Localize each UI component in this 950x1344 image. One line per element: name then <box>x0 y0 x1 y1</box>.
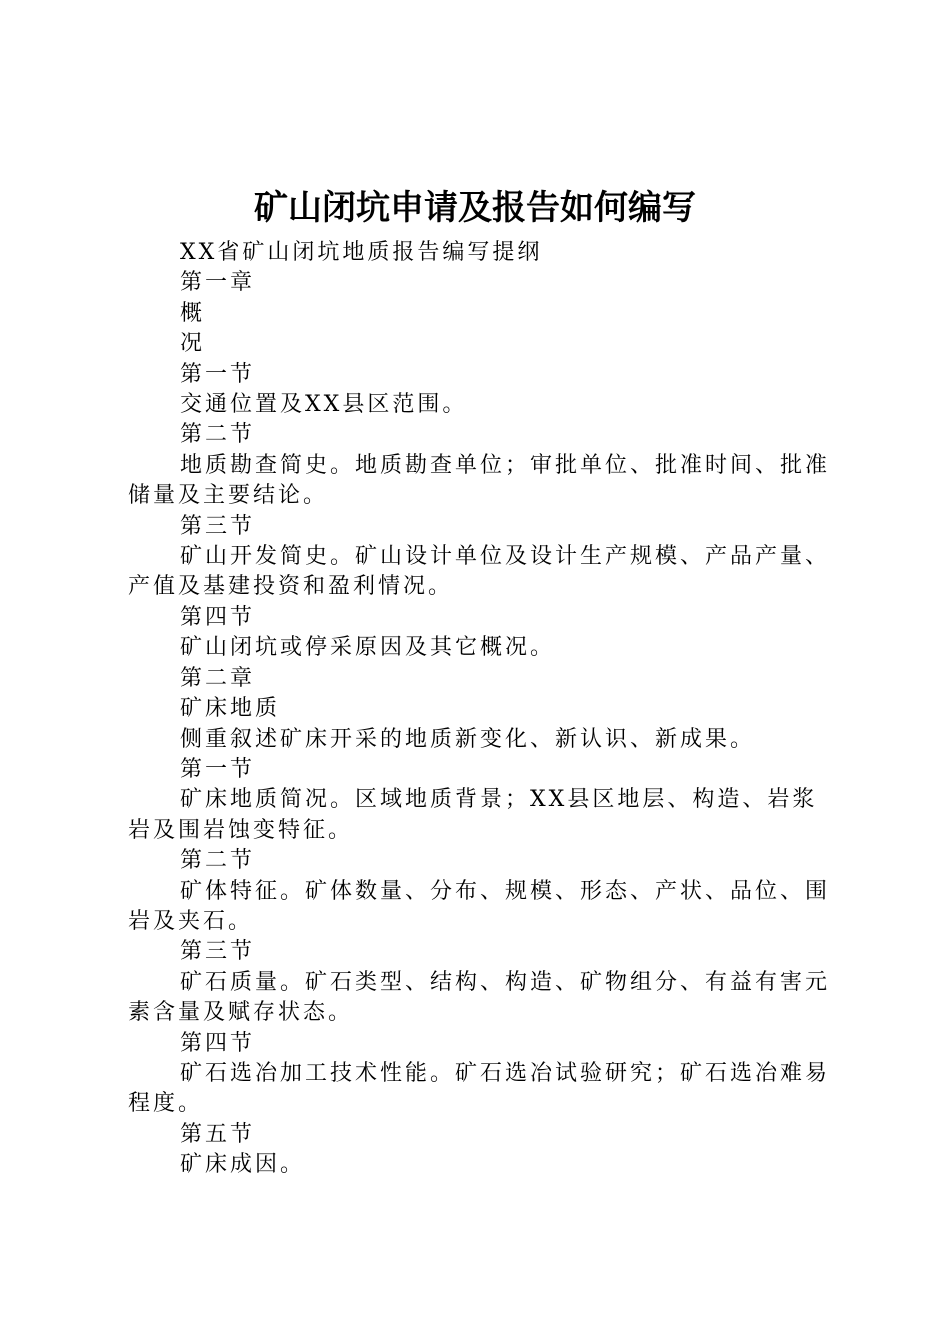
section-content: 矿石质量。矿石类型、结构、构造、矿物组分、有益有害元素含量及赋存状态。 <box>128 969 831 1026</box>
section-content: 交通位置及XX县区范围。 <box>180 392 468 418</box>
section-content: 地质勘查简史。地质勘查单位；审批单位、批准时间、批准储量及主要结论。 <box>128 452 831 509</box>
section-heading: 第二节 <box>180 422 256 448</box>
section-heading: 第四节 <box>180 1030 256 1056</box>
section-heading: 第四节 <box>180 604 256 630</box>
chapter-title-line: 概 <box>180 300 206 326</box>
section-heading: 第三节 <box>180 939 256 965</box>
section-content: 矿床地质简况。区域地质背景；XX县区地层、构造、岩浆岩及围岩蚀变特征。 <box>128 787 818 843</box>
section-heading: 第五节 <box>180 1121 256 1147</box>
section-content: 矿石选冶加工技术性能。矿石选冶试验研究；矿石选冶难易程度。 <box>128 1060 831 1117</box>
chapter-heading: 第一章 <box>180 270 256 296</box>
section-heading: 第三节 <box>180 513 256 539</box>
chapter-intro: 侧重叙述矿床开采的地质新变化、新认识、新成果。 <box>180 726 756 752</box>
chapter-title-line: 矿床地质 <box>180 696 281 722</box>
section-content: 矿山闭坑或停采原因及其它概况。 <box>180 635 556 661</box>
section-content: 矿体特征。矿体数量、分布、规模、形态、产状、品位、围岩及夹石。 <box>128 878 831 934</box>
chapter-heading: 第二章 <box>180 665 256 691</box>
section-content: 矿山开发简史。矿山设计单位及设计生产规模、产品产量、产值及基建投资和盈利情况。 <box>128 544 831 600</box>
section-heading: 第二节 <box>180 848 256 874</box>
section-heading: 第一节 <box>180 756 256 782</box>
chapter-title-line: 况 <box>180 331 206 357</box>
document-title: 矿山闭坑申请及报告如何编写 <box>254 188 696 228</box>
document-body <box>128 238 838 1181</box>
outline-heading: XX省矿山闭坑地质报告编写提纲 <box>180 240 543 265</box>
section-content: 矿床成因。 <box>180 1152 306 1178</box>
section-heading: 第一节 <box>180 361 256 387</box>
